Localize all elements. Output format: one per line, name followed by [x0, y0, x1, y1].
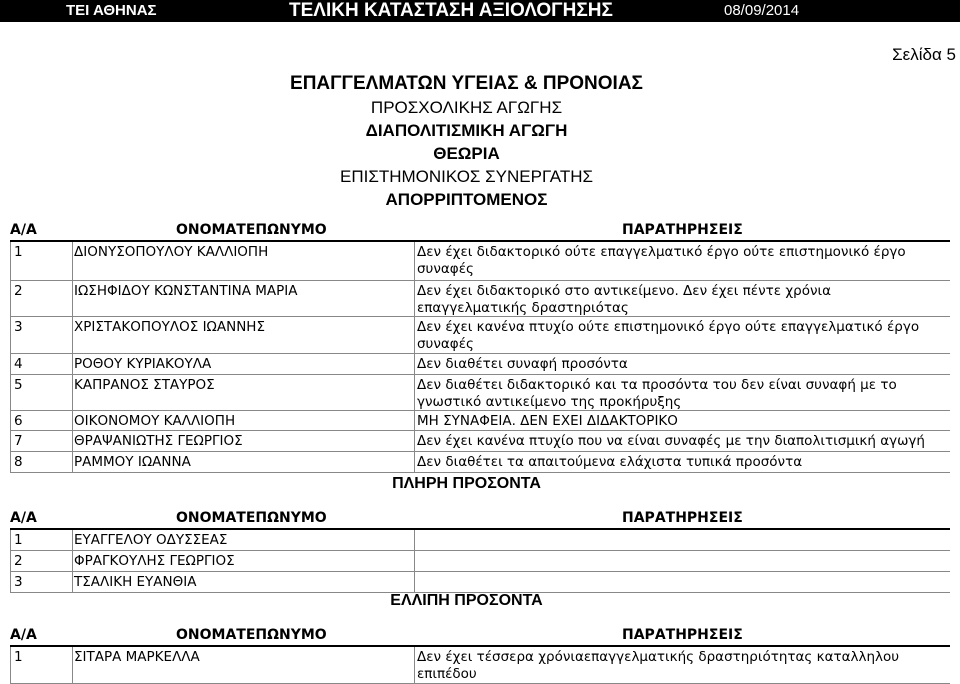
row-remarks: Δεν έχει κανένα πτυχίο ούτε επιστημονικό έργο ούτε επαγγελματικό έργο συναφές [417, 319, 920, 352]
cell-divider [414, 281, 415, 316]
row-name: ΘΡΑΨΑΝΙΩΤΗΣ ΓΕΩΡΓΙΟΣ [74, 433, 243, 449]
cell-divider [72, 242, 73, 280]
row-number: 2 [14, 283, 23, 299]
cell-divider [10, 452, 11, 472]
cell-divider [414, 411, 415, 430]
full-table [10, 528, 950, 593]
cell-divider [10, 530, 11, 550]
page-number: Σελίδα 5 [892, 45, 956, 64]
row-remarks: Δεν έχει κανένα πτυχίο που να είναι συναφές με την διαπολιτισμική αγωγή [417, 433, 925, 449]
cell-divider [414, 375, 415, 410]
cell-divider [10, 572, 11, 592]
row-remarks: Δεν διαθέτει τα απαιτούμενα ελάχιστα τυπικά προσόντα [417, 454, 803, 470]
row-name: ΡΟΘΟΥ ΚΥΡΙΑΚΟΥΛΑ [74, 356, 212, 372]
table-header-partial [10, 627, 950, 645]
row-remarks: Δεν έχει τέσσερα χρόνιαεπαγγελματικής δραστηριότητας καταλληλου επιπέδου [417, 649, 900, 682]
row-name: ΕΥΑΓΓΕΛΟΥ ΟΔΥΣΣΕΑΣ [74, 532, 228, 548]
cell-divider [10, 317, 11, 353]
col-name: ΟΝΟΜΑΤΕΠΩΝΥΜΟ [176, 222, 327, 238]
col-aa: Α/Α [10, 627, 37, 643]
col-aa: Α/Α [10, 222, 37, 238]
partial-table [10, 645, 950, 684]
col-remarks: ΠΑΡΑΤΗΡΗΣΕΙΣ [622, 222, 743, 238]
row-number: 7 [14, 433, 23, 449]
row-remarks: Δεν διαθέτει συναφή προσόντα [417, 356, 628, 372]
cell-divider [414, 647, 415, 683]
cell-divider [414, 354, 415, 374]
faculty-title: ΕΠΑΓΓΕΛΜΑΤΩΝ ΥΓΕΙΑΣ & ΠΡΟΝΟΙΑΣ [290, 73, 643, 94]
table-row [10, 452, 950, 473]
department-title: ΠΡΟΣΧΟΛΙΚΗΣ ΑΓΩΓΗΣ [370, 98, 563, 117]
cell-divider [414, 317, 415, 353]
cell-divider [72, 375, 73, 410]
row-remarks: Δεν έχει διδακτορικό στο αντικείμενο. Δεν έχει πέντε χρόνια επαγγελματικής δραστηριότας [417, 283, 831, 316]
table-row [10, 354, 950, 375]
row-number: 1 [14, 532, 23, 548]
table-row [10, 240, 950, 281]
row-number: 5 [14, 377, 23, 393]
table-row [10, 411, 950, 431]
table-row [10, 281, 950, 317]
row-name: ΦΡΑΓΚΟΥΛΗΣ ΓΕΩΡΓΙΟΣ [74, 553, 235, 569]
partial-qualifications-title: ΕΛΛΙΠΗ ΠΡΟΣΟΝΤΑ [390, 592, 543, 609]
row-number: 3 [14, 319, 23, 335]
cell-divider [72, 317, 73, 353]
table-row [10, 551, 950, 572]
row-name: ΤΣΑΛΙΚΗ ΕΥΑΝΘΙΑ [74, 574, 197, 590]
cell-divider [10, 551, 11, 571]
cell-divider [414, 572, 415, 592]
cell-divider [414, 431, 415, 451]
status-title: ΑΠΟΡΡΙΠΤΟΜΕΝΟΣ [385, 190, 548, 209]
cell-divider [72, 452, 73, 472]
cell-divider [72, 572, 73, 592]
row-remarks: Δεν έχει διδακτορικό ούτε επαγγελματικό έργο ούτε επιστημονικό έργο συναφές [417, 244, 906, 277]
row-number: 8 [14, 454, 23, 470]
cell-divider [72, 551, 73, 571]
row-name: ΙΩΣΗΦΙΔΟΥ ΚΩΝΣΤΑΝΤΙΝΑ ΜΑΡΙΑ [74, 283, 298, 299]
institution-name: ΤΕΙ ΑΘΗΝΑΣ [66, 2, 157, 19]
row-number: 2 [14, 553, 23, 569]
row-number: 6 [14, 413, 23, 429]
table-row [10, 572, 950, 593]
row-remarks: Δεν διαθέτει διδακτορικό και τα προσόντα του δεν είναι συναφή με το γνωστικό αντικείμενο της προκήρυξης [417, 377, 897, 410]
row-name: ΟΙΚΟΝΟΜΟΥ ΚΑΛΛΙΟΠΗ [74, 413, 236, 429]
table-row [10, 431, 950, 452]
cell-divider [10, 354, 11, 374]
cell-divider [10, 242, 11, 280]
row-number: 1 [14, 244, 23, 260]
cell-divider [72, 281, 73, 316]
cell-divider [414, 242, 415, 280]
field-title: ΔΙΑΠΟΛΙΤΙΣΜΙΚΗ ΑΓΩΓΗ [365, 121, 568, 140]
cell-divider [10, 375, 11, 410]
section-titles [0, 72, 933, 211]
cell-divider [414, 530, 415, 550]
cell-divider [414, 452, 415, 472]
col-name: ΟΝΟΜΑΤΕΠΩΝΥΜΟ [176, 627, 327, 643]
col-remarks: ΠΑΡΑΤΗΡΗΣΕΙΣ [622, 627, 743, 643]
row-name: ΚΑΠΡΑΝΟΣ ΣΤΑΥΡΟΣ [74, 377, 215, 393]
table-header-full [10, 510, 950, 528]
col-name: ΟΝΟΜΑΤΕΠΩΝΥΜΟ [176, 510, 327, 526]
row-number: 1 [14, 649, 23, 665]
cell-divider [10, 281, 11, 316]
cell-divider [10, 411, 11, 430]
rejected-table [10, 240, 950, 473]
table-row [10, 645, 950, 684]
report-date: 08/09/2014 [724, 2, 800, 19]
row-name: ΔΙΟΝΥΣΟΠΟΥΛΟΥ ΚΑΛΛΙΟΠΗ [74, 244, 269, 260]
cell-divider [72, 530, 73, 550]
cell-divider [72, 411, 73, 430]
cell-divider [10, 431, 11, 451]
cell-divider [72, 647, 73, 683]
table-header-rejected [10, 222, 950, 240]
row-remarks: ΜΗ ΣΥΝΑΦΕΙΑ. ΔΕΝ ΕΧΕΙ ΔΙΔΑΚΤΟΡΙΚΟ [417, 413, 678, 429]
report-header [0, 0, 960, 22]
cell-divider [10, 647, 11, 683]
row-number: 4 [14, 356, 23, 372]
table-row [10, 317, 950, 354]
cell-divider [72, 354, 73, 374]
table-row [10, 528, 950, 551]
row-name: ΧΡΙΣΤΑΚΟΠΟΥΛΟΣ ΙΩΑΝΝΗΣ [74, 319, 265, 335]
row-name: ΡΑΜΜΟΥ ΙΩΑΝΝΑ [74, 454, 191, 470]
cell-divider [414, 551, 415, 571]
full-qualifications-title: ΠΛΗΡΗ ΠΡΟΣΟΝΤΑ [392, 475, 541, 492]
report-title: ΤΕΛΙΚΗ ΚΑΤΑΣΤΑΣΗ ΑΞΙΟΛΟΓΗΣΗΣ [289, 0, 613, 21]
table-row [10, 375, 950, 411]
type-title: ΘΕΩΡΙΑ [433, 144, 500, 163]
cell-divider [72, 431, 73, 451]
row-name: ΣΙΤΑΡΑ ΜΑΡΚΕΛΛΑ [74, 649, 200, 665]
row-number: 3 [14, 574, 23, 590]
col-aa: Α/Α [10, 510, 37, 526]
position-title: ΕΠΙΣΤΗΜΟΝΙΚΟΣ ΣΥΝΕΡΓΑΤΗΣ [339, 167, 594, 186]
col-remarks: ΠΑΡΑΤΗΡΗΣΕΙΣ [622, 510, 743, 526]
